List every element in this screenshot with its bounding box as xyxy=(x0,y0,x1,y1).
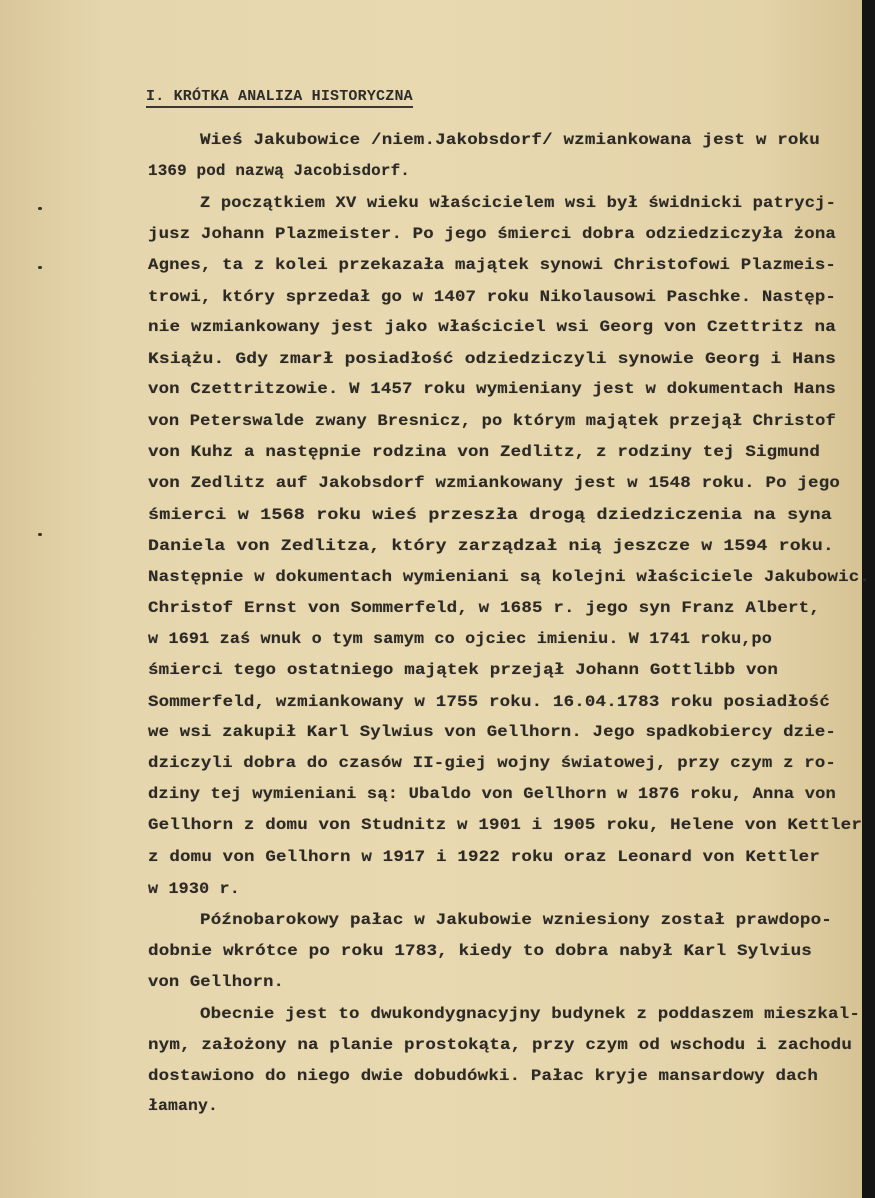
text-line: Obecnie jest to dwukondygnacyjny budynek z poddaszem mieszkal- xyxy=(200,1005,860,1023)
punch-mark xyxy=(38,533,42,536)
text-line: Wieś Jakubowice /niem.Jakobsdorf/ wzmiankowana jest w roku xyxy=(200,131,820,149)
text-line: dziczyli dobra do czasów II-giej wojny światowej, przy czym z ro- xyxy=(148,754,836,772)
text-line: Następnie w dokumentach wymieniani są kolejni właściciele Jakubowic. xyxy=(148,568,871,586)
text-line: z domu von Gellhorn w 1917 i 1922 roku oraz Leonard von Kettler xyxy=(148,848,820,866)
text-line: Daniela von Zedlitza, który zarządzał nią jeszcze w 1594 roku. xyxy=(148,537,834,555)
text-line: Książu. Gdy zmarł posiadłość odziedziczyli synowie Georg i Hans xyxy=(148,350,836,368)
text-line: dostawiono do niego dwie dobudówki. Pałac kryje mansardowy dach xyxy=(148,1067,818,1085)
text-line: dziny tej wymieniani są: Ubaldo von Gellhorn w 1876 roku, Anna von xyxy=(148,785,836,803)
text-line: w 1930 r. xyxy=(148,880,240,898)
text-line: Agnes, ta z kolei przekazała majątek synowi Christofowi Plazmeis- xyxy=(148,256,836,274)
text-line: Z początkiem XV wieku właścicielem wsi był świdnicki patrycj- xyxy=(200,194,836,212)
scan-border xyxy=(862,0,875,1198)
text-line: von Peterswalde zwany Bresnicz, po którym majątek przejął Christof xyxy=(148,412,836,430)
text-line: Późnobarokowy pałac w Jakubowie wzniesiony został prawdopo- xyxy=(200,911,832,929)
punch-mark xyxy=(38,266,42,269)
text-line: Gellhorn z domu von Studnitz w 1901 i 1905 roku, Helene von Kettler xyxy=(148,816,862,834)
text-line: nym, założony na planie prostokąta, przy czym od wschodu i zachodu xyxy=(148,1036,852,1054)
text-line: śmierci tego ostatniego majątek przejął Johann Gottlibb von xyxy=(148,661,778,679)
text-line: von Zedlitz auf Jakobsdorf wzmiankowany jest w 1548 roku. Po jego xyxy=(148,474,840,492)
text-line: 1369 pod nazwą Jacobisdorf. xyxy=(148,162,410,180)
text-line: nie wzmiankowany jest jako właściciel wsi Georg von Czettritz na xyxy=(148,318,836,336)
text-line: łamany. xyxy=(148,1097,218,1115)
text-line: von Czettritzowie. W 1457 roku wymieniany jest w dokumentach Hans xyxy=(148,380,836,398)
text-line: w 1691 zaś wnuk o tym samym co ojciec imieniu. W 1741 roku,po xyxy=(148,630,772,648)
text-line: trowi, który sprzedał go w 1407 roku Nikolausowi Paschke. Następ- xyxy=(148,288,836,306)
text-line: von Gellhorn. xyxy=(148,973,284,991)
text-line: śmierci w 1568 roku wieś przeszła drogą dziedziczenia na syna xyxy=(148,506,832,524)
text-line: Christof Ernst von Sommerfeld, w 1685 r. jego syn Franz Albert, xyxy=(148,599,820,617)
text-line: jusz Johann Plazmeister. Po jego śmierci dobra odziedziczyła żona xyxy=(148,225,836,243)
text-line: we wsi zakupił Karl Sylwius von Gellhorn. Jego spadkobiercy dzie- xyxy=(148,723,836,741)
punch-mark xyxy=(38,207,42,210)
text-line: von Kuhz a następnie rodzina von Zedlitz, z rodziny tej Sigmund xyxy=(148,443,820,461)
section-title: I. KRÓTKA ANALIZA HISTORYCZNA xyxy=(146,88,413,108)
text-line: Sommerfeld, wzmiankowany w 1755 roku. 16.04.1783 roku posiadłość xyxy=(148,693,831,711)
text-line: dobnie wkrótce po roku 1783, kiedy to dobra nabył Karl Sylvius xyxy=(148,942,812,960)
